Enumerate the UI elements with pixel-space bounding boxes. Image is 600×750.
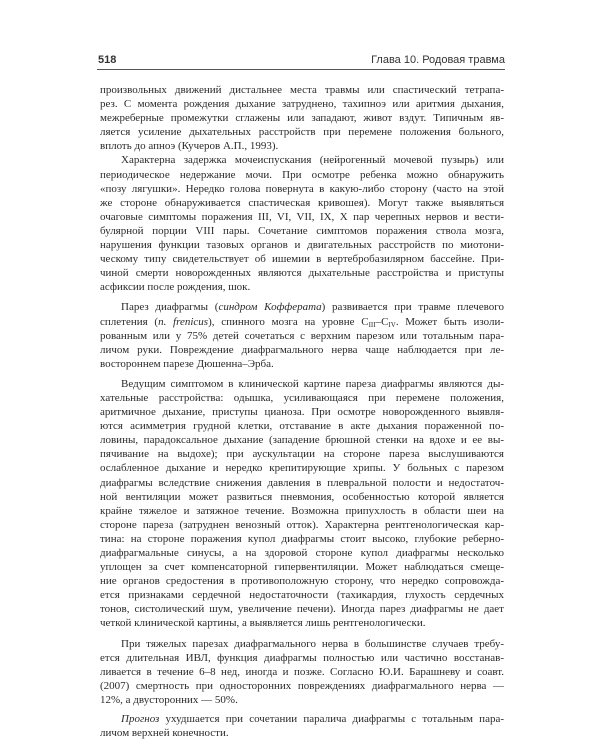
text-line: диафрагмы вследствие снижения давления в плевральной полости и недостаточ- <box>100 476 504 489</box>
text-line: ние органов средостения в противоположную сторону, что нередко сопровожда- <box>100 575 504 588</box>
text-run: –C <box>375 315 389 328</box>
paragraph-3 <box>100 300 504 370</box>
text-run: ухудшается при сочетании паралича диафрагмы с тотальным пара- <box>159 713 504 726</box>
text-line: (2007) смертность при односторонних повреждениях диафрагмального нерва — <box>100 679 504 692</box>
subscript: IV <box>388 320 396 329</box>
text-line: ливается в течение 6–8 нед, иногда и позже. Согласно Ю.И. Барашневу и соавт. <box>100 665 504 678</box>
text-line: ной вентиляции может развиться пневмония, особенностью которой является <box>100 490 504 503</box>
text-line: произвольных движений дистальнее места травмы или спастический тетрапа- <box>100 84 504 96</box>
header-rule <box>97 69 505 70</box>
text-line: асфиксии после рождения, шок. <box>100 281 251 294</box>
text-line: межреберные промежутки сглажены или западают, живот вздут. Типичным яв- <box>100 112 504 125</box>
text-run: ), спинного мозга на уровне C <box>208 315 369 328</box>
text-line: пячивание на выдохе); при аускультации на стороне пареза выслушиваются <box>100 448 504 461</box>
text-line: личом руки. Повреждение диафрагмального нерва чаще наблюдается при ле- <box>100 343 504 356</box>
text-line <box>100 315 504 329</box>
page-header <box>97 52 505 70</box>
text-line: уплощен за счет компенсаторной гипервентиляции. Может наблюдаться смеще- <box>100 561 504 574</box>
text-line: же стороне обнаруживается спастическая кривошея). Могут также выявляться <box>100 196 504 209</box>
text-run: ) развивается при травме плечевого <box>321 301 504 314</box>
nerve-name: n. frenicus <box>158 315 209 328</box>
prognosis-term: Прогноз <box>121 713 160 726</box>
text-line: личом верхней конечности. <box>100 727 229 740</box>
text-line: ются асимметрия грудной клетки, отставание в акте дыхания пораженной по- <box>100 420 504 433</box>
text-line: 12%, а двусторонних — 50%. <box>100 693 238 706</box>
text-line: очаговые симптомы поражения III, VI, VII, IX, X пар черепных нервов и вести- <box>100 210 504 223</box>
text-line: стороне пареза (затруднен венозный отток). Характерна рентгенологическая кар- <box>100 518 504 531</box>
syndrome-name: синдром Кофферата <box>218 301 322 314</box>
text-line: Характерна задержка мочеиспускания (нейрогенный мочевой пузырь) или <box>121 154 504 167</box>
text-line <box>100 300 504 314</box>
text-line: рез. С момента рождения дыхание затруднено, тахипноэ или аритмия дыхания, <box>100 98 504 111</box>
text-line: тина: на стороне поражения купол диафрагмы стоит высоко, глубокие реберно- <box>100 532 504 545</box>
text-line: При тяжелых парезах диафрагмального нерва в большинстве случаев требу- <box>121 637 504 650</box>
page-number: 518 <box>98 54 117 66</box>
text-line: хательные расстройства: одышка, усиливающаяся при перемене положения, <box>100 391 504 404</box>
text-line: булярной порции VIII пары. Сочетание симптомов поражения ствола мозга, <box>100 224 504 237</box>
paragraph-1 <box>100 83 504 153</box>
text-line: четкой клинической картины, а выявляется лишь рентгенологически. <box>100 617 426 630</box>
text-line: крайне тяжелое и затяжное течение. Возможна припухлость в области шеи на <box>100 504 504 517</box>
paragraph-2 <box>100 153 504 294</box>
text-line: востороннем парезе Дюшенна–Эрба. <box>100 357 274 370</box>
text-line: вплоть до апноэ (Кучеров А.П., 1993). <box>100 140 279 153</box>
paragraph-5 <box>100 637 504 707</box>
paragraph-4 <box>100 377 504 631</box>
text-run: сплетения ( <box>100 315 159 328</box>
text-line: чиной смерти новорожденных являются дыхательные расстройства и приступы <box>100 267 504 280</box>
text-line: ется длительная ИВЛ, функция диафрагмы полностью или частично восстанав- <box>100 651 504 664</box>
text-line: периодическое недержание мочи. При осмотре ребенка можно обнаружить <box>100 168 504 181</box>
text-line: ослабленное дыхание и нередко крепитирующие хрипы. У больных с парезом <box>100 462 504 475</box>
text-line: ется признаками сердечной недостаточности (тахикардия, глухость сердечных <box>100 589 504 602</box>
text-line: диафрагмальные синусы, а на здоровой стороне купол диафрагмы несколько <box>100 547 504 559</box>
text-line: «позу лягушки». Нередко голова повернута в какую-либо сторону (часто на этой <box>100 182 504 195</box>
text-line: ловины, парадоксальное дыхание (западение брюшной стенки на вдохе и ее вы- <box>100 434 504 447</box>
text-line: Ведущим симптомом в клинической картине пареза диафрагмы являются ды- <box>121 377 504 390</box>
text-line: нарушения функции тазовых органов и двигательных расстройств по миотони- <box>100 239 504 252</box>
text-run: . Может быть изоли- <box>395 315 504 328</box>
text-line <box>100 712 504 726</box>
paragraph-6 <box>100 712 504 740</box>
text-line: ческому типу свидетельствует об ишемии в вертебробазилярном бассейне. При- <box>100 253 504 266</box>
text-line: аритмичное дыхание, приступы цианоза. При осмотре новорожденного выявля- <box>100 406 504 419</box>
text-line: ляется усиление дыхательных расстройств при перемене положения больного, <box>100 126 504 139</box>
subscript: III <box>368 320 376 329</box>
text-run: Парез диафрагмы ( <box>121 301 219 314</box>
body-text <box>100 83 504 740</box>
text-line: рованным или у 75% детей сочетаться с верхним парезом или тотальным пара- <box>100 329 504 342</box>
text-line: тонов, систолический шум, увеличение печени). Иногда парез диафрагмы не дает <box>100 603 504 616</box>
chapter-title: Глава 10. Родовая травма <box>371 54 505 66</box>
